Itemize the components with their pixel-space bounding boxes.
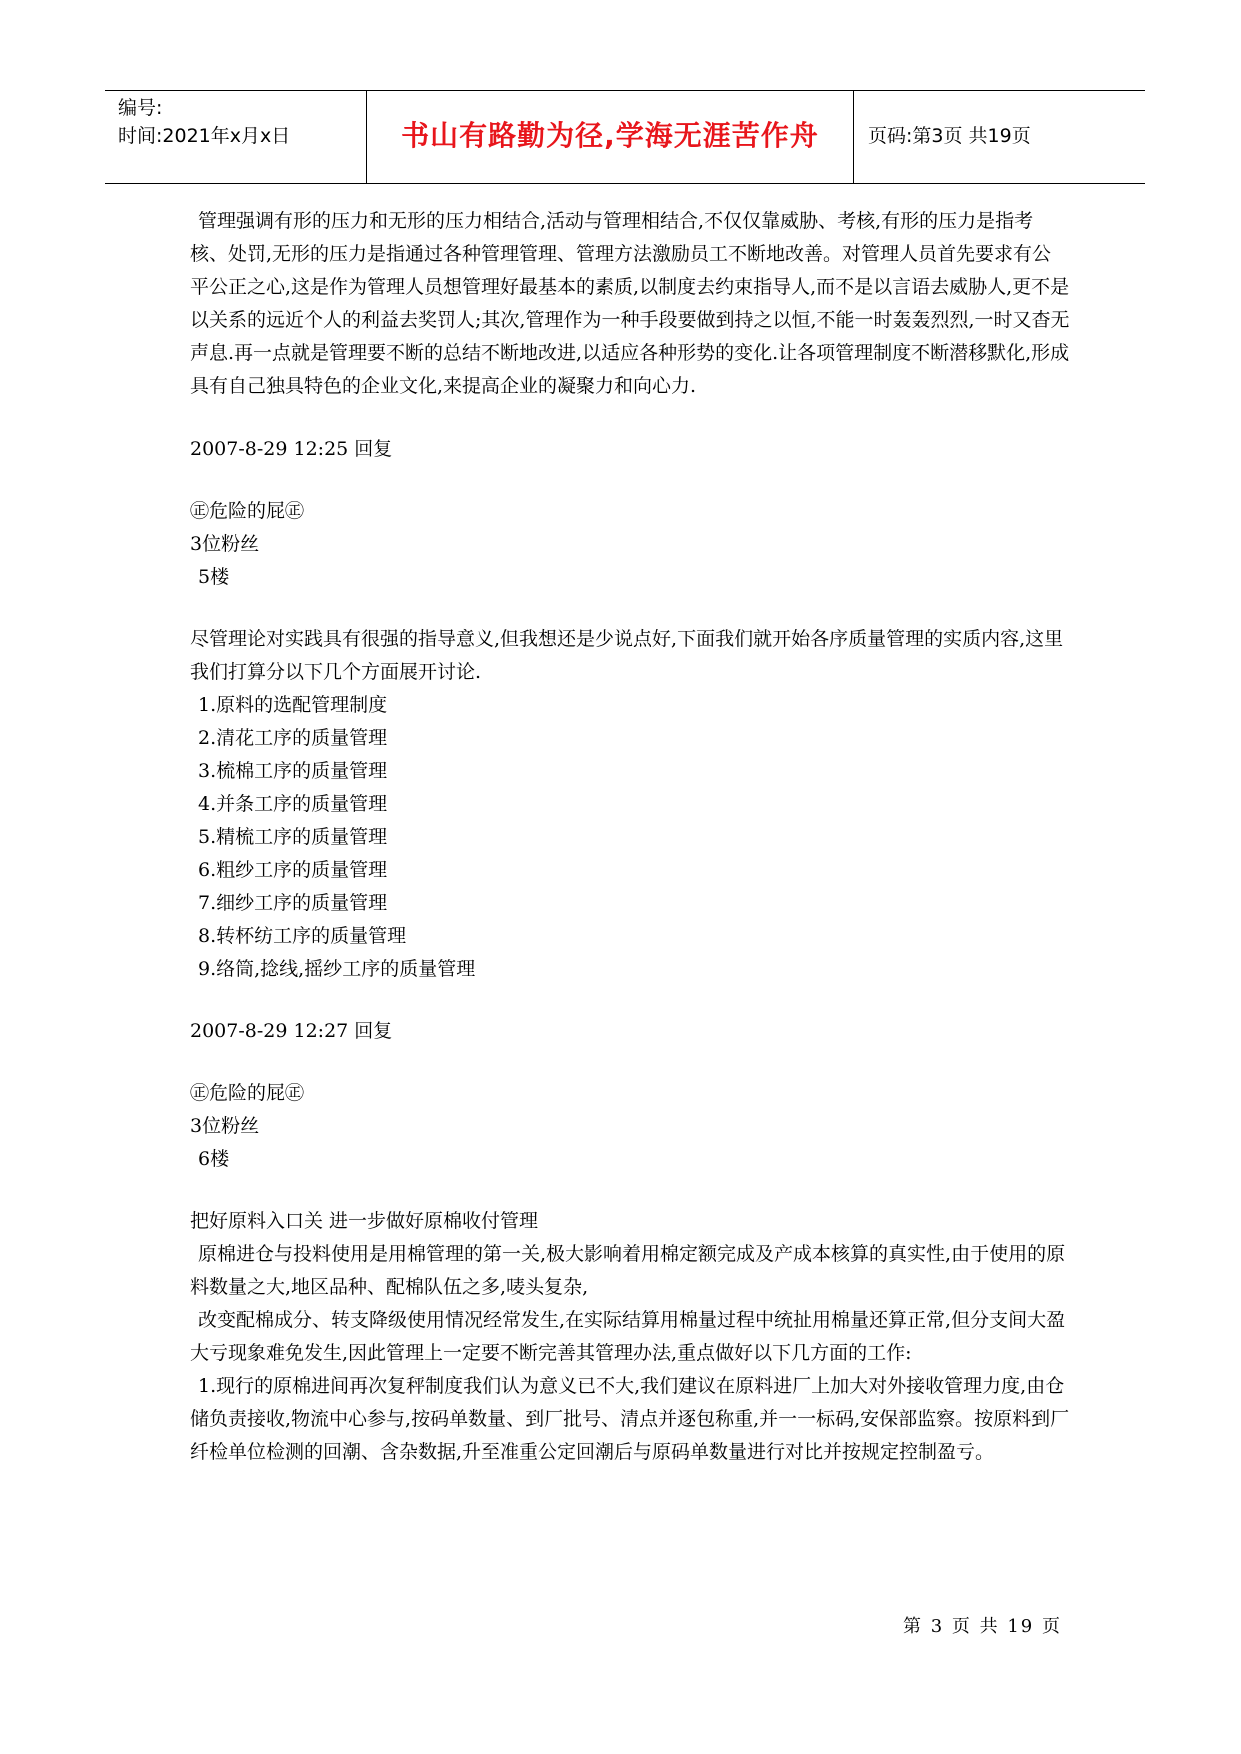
header-meta-cell — [105, 91, 367, 183]
page-header — [105, 90, 1145, 184]
reply-floor-number: 6楼 — [198, 1148, 230, 1170]
reply-timestamp: 2007-8-29 12:27 回复 — [190, 1020, 393, 1042]
header-motto-cell — [367, 91, 854, 183]
paragraph-reweigh-policy: 1.现行的原棉进间再次复秤制度我们认为意义已不大,我们建议在原料进厂上加大对外接收管理力度,由仓储负责接收,物流中心参与,按码单数量、到厂批号、清点并逐包称重,并一一标码,安保部监察。按原料到厂纤检单位检测的回潮、含杂数据,升至准重公定回潮后与原码单数量进行对比并按规定控制盈亏。 — [190, 1375, 1070, 1463]
document-number-label: 编号: — [118, 97, 163, 119]
section-title: 把好原料入口关 进一步做好原棉收付管理 — [190, 1210, 539, 1232]
document-body — [190, 205, 1070, 1469]
list-item: 5.精梳工序的质量管理 — [198, 826, 388, 848]
list-item: 4.并条工序的质量管理 — [198, 793, 388, 815]
header-page-number: 页码:第3页 共19页 — [868, 124, 1031, 147]
reply-fans-count: 3位粉丝 — [190, 1115, 260, 1137]
list-item: 6.粗纱工序的质量管理 — [198, 859, 388, 881]
list-item: 9.络筒,捻线,摇纱工序的质量管理 — [198, 958, 476, 980]
list-item: 7.细纱工序的质量管理 — [198, 892, 388, 914]
list-item: 1.原料的选配管理制度 — [198, 694, 388, 716]
list-item: 2.清花工序的质量管理 — [198, 727, 388, 749]
reply-username: ㊣危险的屁㊣ — [190, 500, 305, 522]
paragraph-theory-intro: 尽管理论对实践具有很强的指导意义,但我想还是少说点好,下面我们就开始各序质量管理的实质内容,这里我们打算分以下几个方面展开讨论. — [190, 628, 1064, 683]
reply-floor-number: 5楼 — [198, 566, 230, 588]
list-item: 8.转杯纺工序的质量管理 — [198, 925, 407, 947]
header-motto: 书山有路勤为径,学海无涯苦作舟 — [401, 119, 819, 152]
paragraph-blend-change: 改变配棉成分、转支降级使用情况经常发生,在实际结算用棉量过程中统扯用棉量还算正常,但分支间大盈大亏现象难免发生,因此管理上一定要不断完善其管理办法,重点做好以下几方面的工作: — [190, 1309, 1066, 1364]
document-time-label: 时间:2021年x月x日 — [118, 125, 291, 147]
reply-username: ㊣危险的屁㊣ — [190, 1082, 305, 1104]
paragraph-raw-cotton: 原棉进仓与投料使用是用棉管理的第一关,极大影响着用棉定额完成及产成本核算的真实性,由于使用的原料数量之大,地区品种、配棉队伍之多,唛头复杂, — [190, 1243, 1066, 1298]
reply-timestamp: 2007-8-29 12:25 回复 — [190, 438, 393, 460]
list-item: 3.梳棉工序的质量管理 — [198, 760, 388, 782]
paragraph-management-pressure: 管理强调有形的压力和无形的压力相结合,活动与管理相结合,不仅仅靠威胁、考核,有形的压力是指考核、处罚,无形的压力是指通过各种管理管理、管理方法激励员工不断地改善。对管理人员首先要求有公平公正之心,这是作为管理人员想管理好最基本的素质,以制度去约束指导人,而不是以言语去威胁人,更不是以关系的远近个人的利益去奖罚人;其次,管理作为一种手段要做到持之以恒,不能一时轰轰烈烈,一时又杳无声息.再一点就是管理要不断的总结不断地改进,以适应各种形势的变化.让各项管理制度不断潜移默化,形成具有自己独具特色的企业文化,来提高企业的凝聚力和向心力. — [190, 210, 1070, 397]
reply-fans-count: 3位粉丝 — [190, 533, 260, 555]
header-page-cell — [854, 91, 1145, 183]
page-footer-number: 第 3 页 共 19 页 — [903, 1616, 1062, 1637]
